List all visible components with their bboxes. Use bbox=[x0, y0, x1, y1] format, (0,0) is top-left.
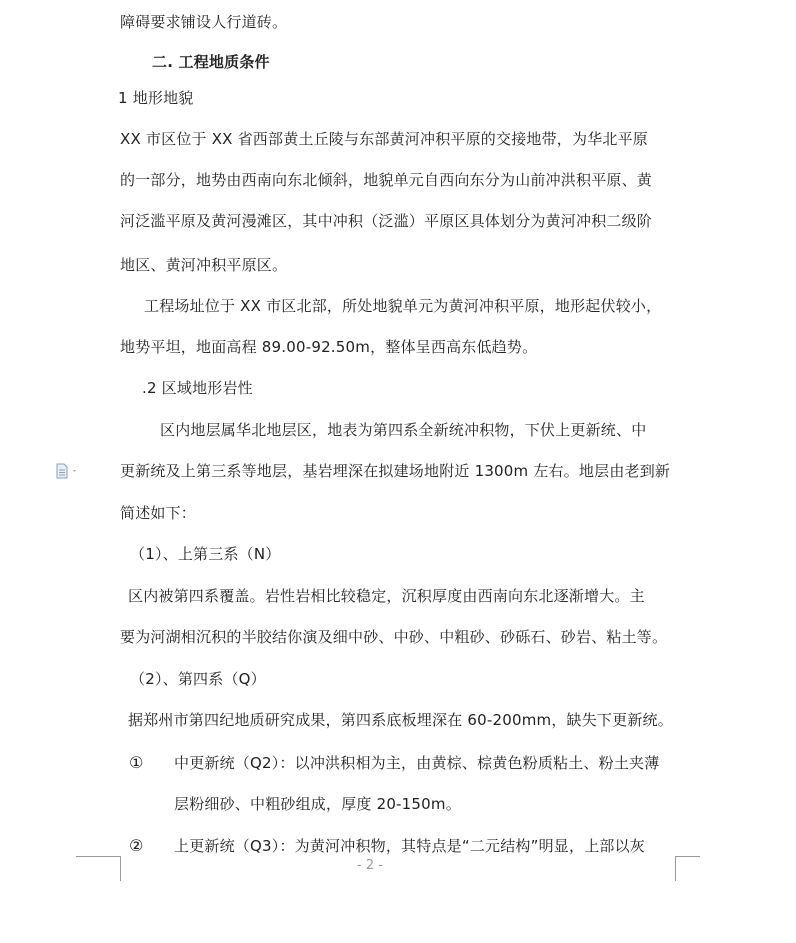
paragraph-line: 的一部分，地势由西南向东北倾斜，地貌单元自西向东分为山前冲洪积平原、黄 bbox=[120, 171, 653, 189]
margin-corner-left bbox=[76, 856, 121, 857]
subsection-heading: .2 区域地形岩性 bbox=[142, 379, 253, 397]
paragraph-line: 要为河湖相沉积的半胶结你演及细中砂、中砂、中粗砂、砂砾石、砂岩、粘土等。 bbox=[120, 628, 668, 646]
section-heading: 二. 工程地质条件 bbox=[152, 53, 270, 71]
list-item-text: 层粉细砂、中粗砂组成，厚度 20-150m。 bbox=[174, 795, 461, 813]
subsection-heading: 1 地形地貌 bbox=[118, 89, 194, 107]
list-item-text: 上更新统（Q3）：为黄河冲积物，其特点是“二元结构”明显，上部以灰 bbox=[174, 837, 645, 855]
paragraph-line: 地势平坦，地面高程 89.00-92.50m，整体呈西高东低趋势。 bbox=[120, 338, 538, 356]
paragraph-line: 据郑州市第四纪地质研究成果，第四系底板埋深在 60-200mm，缺失下更新统。 bbox=[128, 711, 673, 729]
margin-corner-right bbox=[675, 856, 676, 881]
document-icon[interactable] bbox=[55, 463, 81, 479]
list-heading: （2）、第四系（Q） bbox=[130, 670, 266, 688]
paragraph-line: 区内地层属华北地层区，地表为第四系全新统冲积物，下伏上更新统、中 bbox=[160, 421, 647, 439]
paragraph-line: 障碍要求铺设人行道砖。 bbox=[120, 13, 288, 31]
list-marker: ① bbox=[129, 753, 144, 772]
margin-corner-left bbox=[120, 856, 121, 881]
list-heading: （1）、上第三系（N） bbox=[130, 545, 281, 563]
list-marker: ② bbox=[129, 836, 144, 855]
page-number: - 2 - bbox=[357, 858, 383, 873]
paragraph-line: 简述如下： bbox=[120, 504, 197, 522]
paragraph-line: XX 市区位于 XX 省西部黄土丘陵与东部黄河冲积平原的交接地带，为华北平原 bbox=[120, 130, 649, 148]
paragraph-line: 区内被第四系覆盖。岩性岩相比较稳定，沉积厚度由西南向东北逐渐增大。主 bbox=[128, 587, 645, 605]
list-item-text: 中更新统（Q2）：以冲洪积相为主，由黄棕、棕黄色粉质粘土、粉土夹薄 bbox=[174, 754, 660, 772]
paragraph-line: 河泛滥平原及黄河漫滩区，其中冲积（泛滥）平原区具体划分为黄河冲积二级阶 bbox=[120, 212, 653, 230]
paragraph-line: 更新统及上第三系等地层，基岩埋深在拟建场地附近 1300m 左右。地层由老到新 bbox=[120, 462, 671, 480]
paragraph-line: 地区、黄河冲积平原区。 bbox=[120, 256, 288, 274]
margin-corner-right bbox=[675, 856, 700, 857]
paragraph-line: 工程场址位于 XX 市区北部，所处地貌单元为黄河冲积平原，地形起伏较小， bbox=[144, 297, 662, 315]
